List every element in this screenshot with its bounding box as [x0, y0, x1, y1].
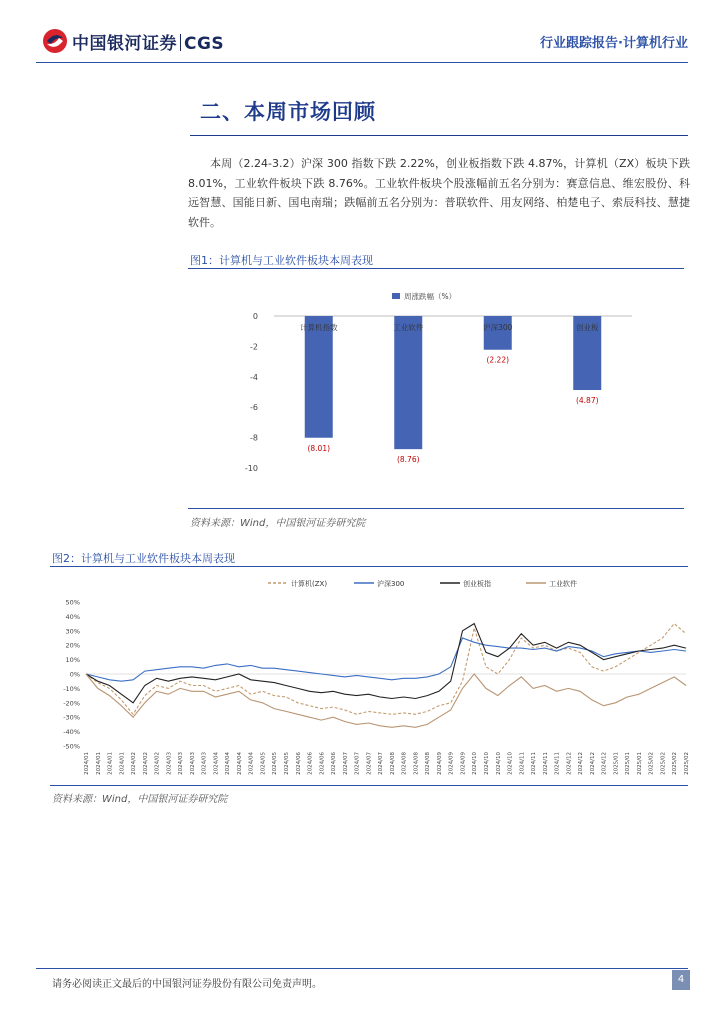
chart2-x-tick-label: 2024/07	[378, 752, 385, 775]
chart2-x-tick-label: 2024/11	[542, 752, 549, 775]
chart1-category-label: 沪深300	[483, 323, 513, 332]
chart1-legend-swatch	[392, 293, 400, 299]
figure1-source: 资料来源：Wind，中国银河证券研究院	[190, 518, 366, 529]
chart2-x-tick-label: 2024/03	[201, 752, 208, 775]
report-type-label: 行业跟踪报告·计算机行业	[540, 36, 688, 51]
chart1-y-tick-label: -10	[244, 464, 258, 473]
chart2-x-tick-label: 2024/06	[319, 752, 326, 775]
chart1-bar	[305, 316, 333, 438]
chart2-x-tick-label: 2024/09	[436, 752, 443, 775]
chart2-x-tick-label: 2024/07	[342, 752, 349, 775]
chart2-x-tick-label: 2024/04	[225, 752, 232, 775]
section-paragraph: 本周（2.24-3.2）沪深 300 指数下跌 2.22%，创业板指数下跌 4.87%，计算机（ZX）板块下跌 8.01%，工业软件板块下跌 8.76%。工业软件板块个股涨幅前五名分别为：赛意信息、维宏股份、科远智慧、国能日新、国电南瑞；跌幅前五名分别为：普联软件、用友网络、柏楚电子、索辰科技、慧捷软件。	[188, 157, 690, 229]
chart2-x-tick-label: 2024/12	[578, 752, 585, 775]
chart2-x-tick-label: 2024/01	[107, 752, 114, 775]
figure2-bottom-rule	[50, 785, 688, 786]
chart2-x-tick-label: 2024/11	[519, 752, 526, 775]
footer-disclaimer: 请务必阅读正文最后的中国银河证券股份有限公司免责声明。	[52, 979, 322, 990]
logo-text-cn: 中国银河证券	[72, 34, 177, 54]
figure2-caption: 图2：计算机与工业软件板块本周表现	[52, 552, 235, 565]
chart2-x-tick-label: 2024/11	[554, 752, 561, 775]
chart1-category-label: 工业软件	[393, 323, 424, 332]
chart2-x-tick-label: 2024/04	[248, 752, 255, 775]
chart1-data-label: (4.87)	[575, 396, 599, 406]
chart2-x-tick-label: 2024/12	[601, 752, 608, 775]
chart2-legend-label: 计算机(ZX)	[291, 580, 328, 588]
chart2-x-tick-label: 2025/02	[648, 752, 655, 775]
chart2-legend-label: 创业板指	[463, 580, 491, 588]
chart2-y-tick-label: -10%	[63, 684, 80, 693]
chart2-x-tick-label: 2025/01	[625, 752, 632, 775]
chart2-x-tick-label: 2024/02	[154, 752, 161, 775]
chart2-x-tick-label: 2024/06	[331, 752, 338, 775]
figure2-line-chart	[50, 570, 690, 782]
figure1-bottom-rule	[188, 508, 684, 509]
chart2-series-line	[86, 624, 686, 715]
chart2-y-tick-label: -40%	[63, 728, 80, 737]
chart2-x-tick-label: 2024/10	[507, 752, 514, 775]
chart2-x-tick-label: 2025/02	[660, 752, 667, 775]
page-number: 4	[672, 970, 690, 990]
chart2-x-tick-label: 2024/12	[589, 752, 596, 775]
chart1-data-label: (8.76)	[396, 455, 420, 465]
company-logo-icon	[42, 28, 68, 54]
chart2-x-tick-label: 2024/08	[413, 752, 420, 775]
figure2-source: 资料来源：Wind，中国银河证券研究院	[52, 794, 228, 805]
chart1-data-label: (8.01)	[307, 443, 331, 453]
chart1-bar	[484, 316, 512, 350]
chart2-x-tick-label: 2024/12	[566, 752, 573, 775]
chart2-x-tick-label: 2024/08	[425, 752, 432, 775]
footer-divider	[36, 968, 688, 969]
chart2-x-tick-label: 2024/09	[448, 752, 455, 775]
chart2-x-tick-label: 2024/01	[95, 752, 102, 775]
chart2-x-tick-label: 2024/03	[166, 752, 173, 775]
chart2-x-tick-label: 2024/03	[178, 752, 185, 775]
chart2-x-tick-label: 2024/06	[307, 752, 314, 775]
chart2-y-tick-label: 30%	[65, 627, 80, 636]
chart2-x-tick-label: 2024/10	[472, 752, 479, 775]
chart2-x-tick-label: 2024/08	[389, 752, 396, 775]
chart2-y-tick-label: 0%	[69, 670, 80, 679]
chart2-x-tick-label: 2024/01	[119, 752, 126, 775]
chart2-x-tick-label: 2025/02	[684, 752, 690, 775]
chart2-y-tick-label: 20%	[65, 641, 80, 650]
chart2-y-tick-label: 50%	[65, 598, 80, 607]
logo-separator	[180, 34, 181, 51]
chart1-y-tick-label: -2	[250, 342, 258, 352]
chart2-legend-label: 工业软件	[549, 580, 577, 588]
chart2-x-tick-label: 2024/05	[284, 752, 290, 775]
section-divider	[190, 135, 688, 136]
chart2-x-tick-label: 2024/10	[484, 752, 490, 775]
chart1-category-label: 计算机指数	[300, 323, 338, 332]
chart1-y-tick-label: -6	[250, 403, 258, 413]
chart2-x-tick-label: 2024/02	[142, 752, 149, 775]
chart1-category-label: 创业板	[576, 323, 599, 332]
chart1-legend-label: 周涨跌幅（%）	[404, 292, 457, 301]
chart2-x-tick-label: 2024/03	[189, 752, 196, 775]
chart2-x-tick-label: 2024/10	[495, 752, 502, 775]
figure1-bar-chart	[188, 272, 684, 504]
figure1-top-rule	[188, 268, 684, 269]
chart1-bar	[394, 316, 422, 449]
chart2-x-tick-label: 2024/09	[460, 752, 467, 775]
chart2-x-tick-label: 2024/05	[272, 752, 279, 775]
header-divider	[36, 62, 688, 63]
chart2-x-tick-label: 2024/07	[354, 752, 361, 775]
company-logo-text	[72, 29, 224, 54]
chart2-x-tick-label: 2024/08	[401, 752, 408, 775]
chart2-x-tick-label: 2025/01	[613, 752, 620, 775]
chart2-x-tick-label: 2024/05	[260, 752, 267, 775]
chart2-x-tick-label: 2024/04	[213, 752, 220, 775]
chart1-y-tick-label: -4	[250, 372, 258, 382]
chart1-data-label: (2.22)	[486, 355, 510, 365]
chart2-legend-label: 沪深300	[377, 580, 405, 588]
logo-text-en: CGS	[184, 34, 225, 54]
chart2-series-line	[86, 674, 686, 727]
chart2-x-tick-label: 2024/07	[366, 752, 373, 775]
chart2-y-tick-label: -30%	[63, 713, 80, 722]
chart2-x-tick-label: 2024/11	[531, 752, 538, 775]
chart2-x-tick-label: 2024/04	[236, 752, 243, 775]
figure1-caption: 图1：计算机与工业软件板块本周表现	[190, 254, 373, 267]
chart2-y-tick-label: 10%	[65, 656, 80, 665]
chart2-y-tick-label: 40%	[65, 612, 80, 621]
chart1-y-tick-label: -8	[250, 433, 258, 443]
chart2-x-tick-label: 2024/06	[295, 752, 302, 775]
chart2-series-line	[86, 638, 686, 681]
chart2-y-tick-label: -20%	[63, 699, 80, 708]
chart2-x-tick-label: 2025/02	[672, 752, 679, 775]
chart2-x-tick-label: 2024/02	[131, 752, 138, 775]
chart2-y-tick-label: -50%	[63, 742, 80, 751]
chart1-y-tick-label: 0	[252, 312, 258, 321]
section-title: 二、本周市场回顾	[200, 99, 376, 124]
chart2-x-tick-label: 2025/01	[636, 752, 643, 775]
figure2-top-rule	[50, 566, 688, 567]
chart2-x-tick-label: 2024/01	[84, 752, 90, 775]
